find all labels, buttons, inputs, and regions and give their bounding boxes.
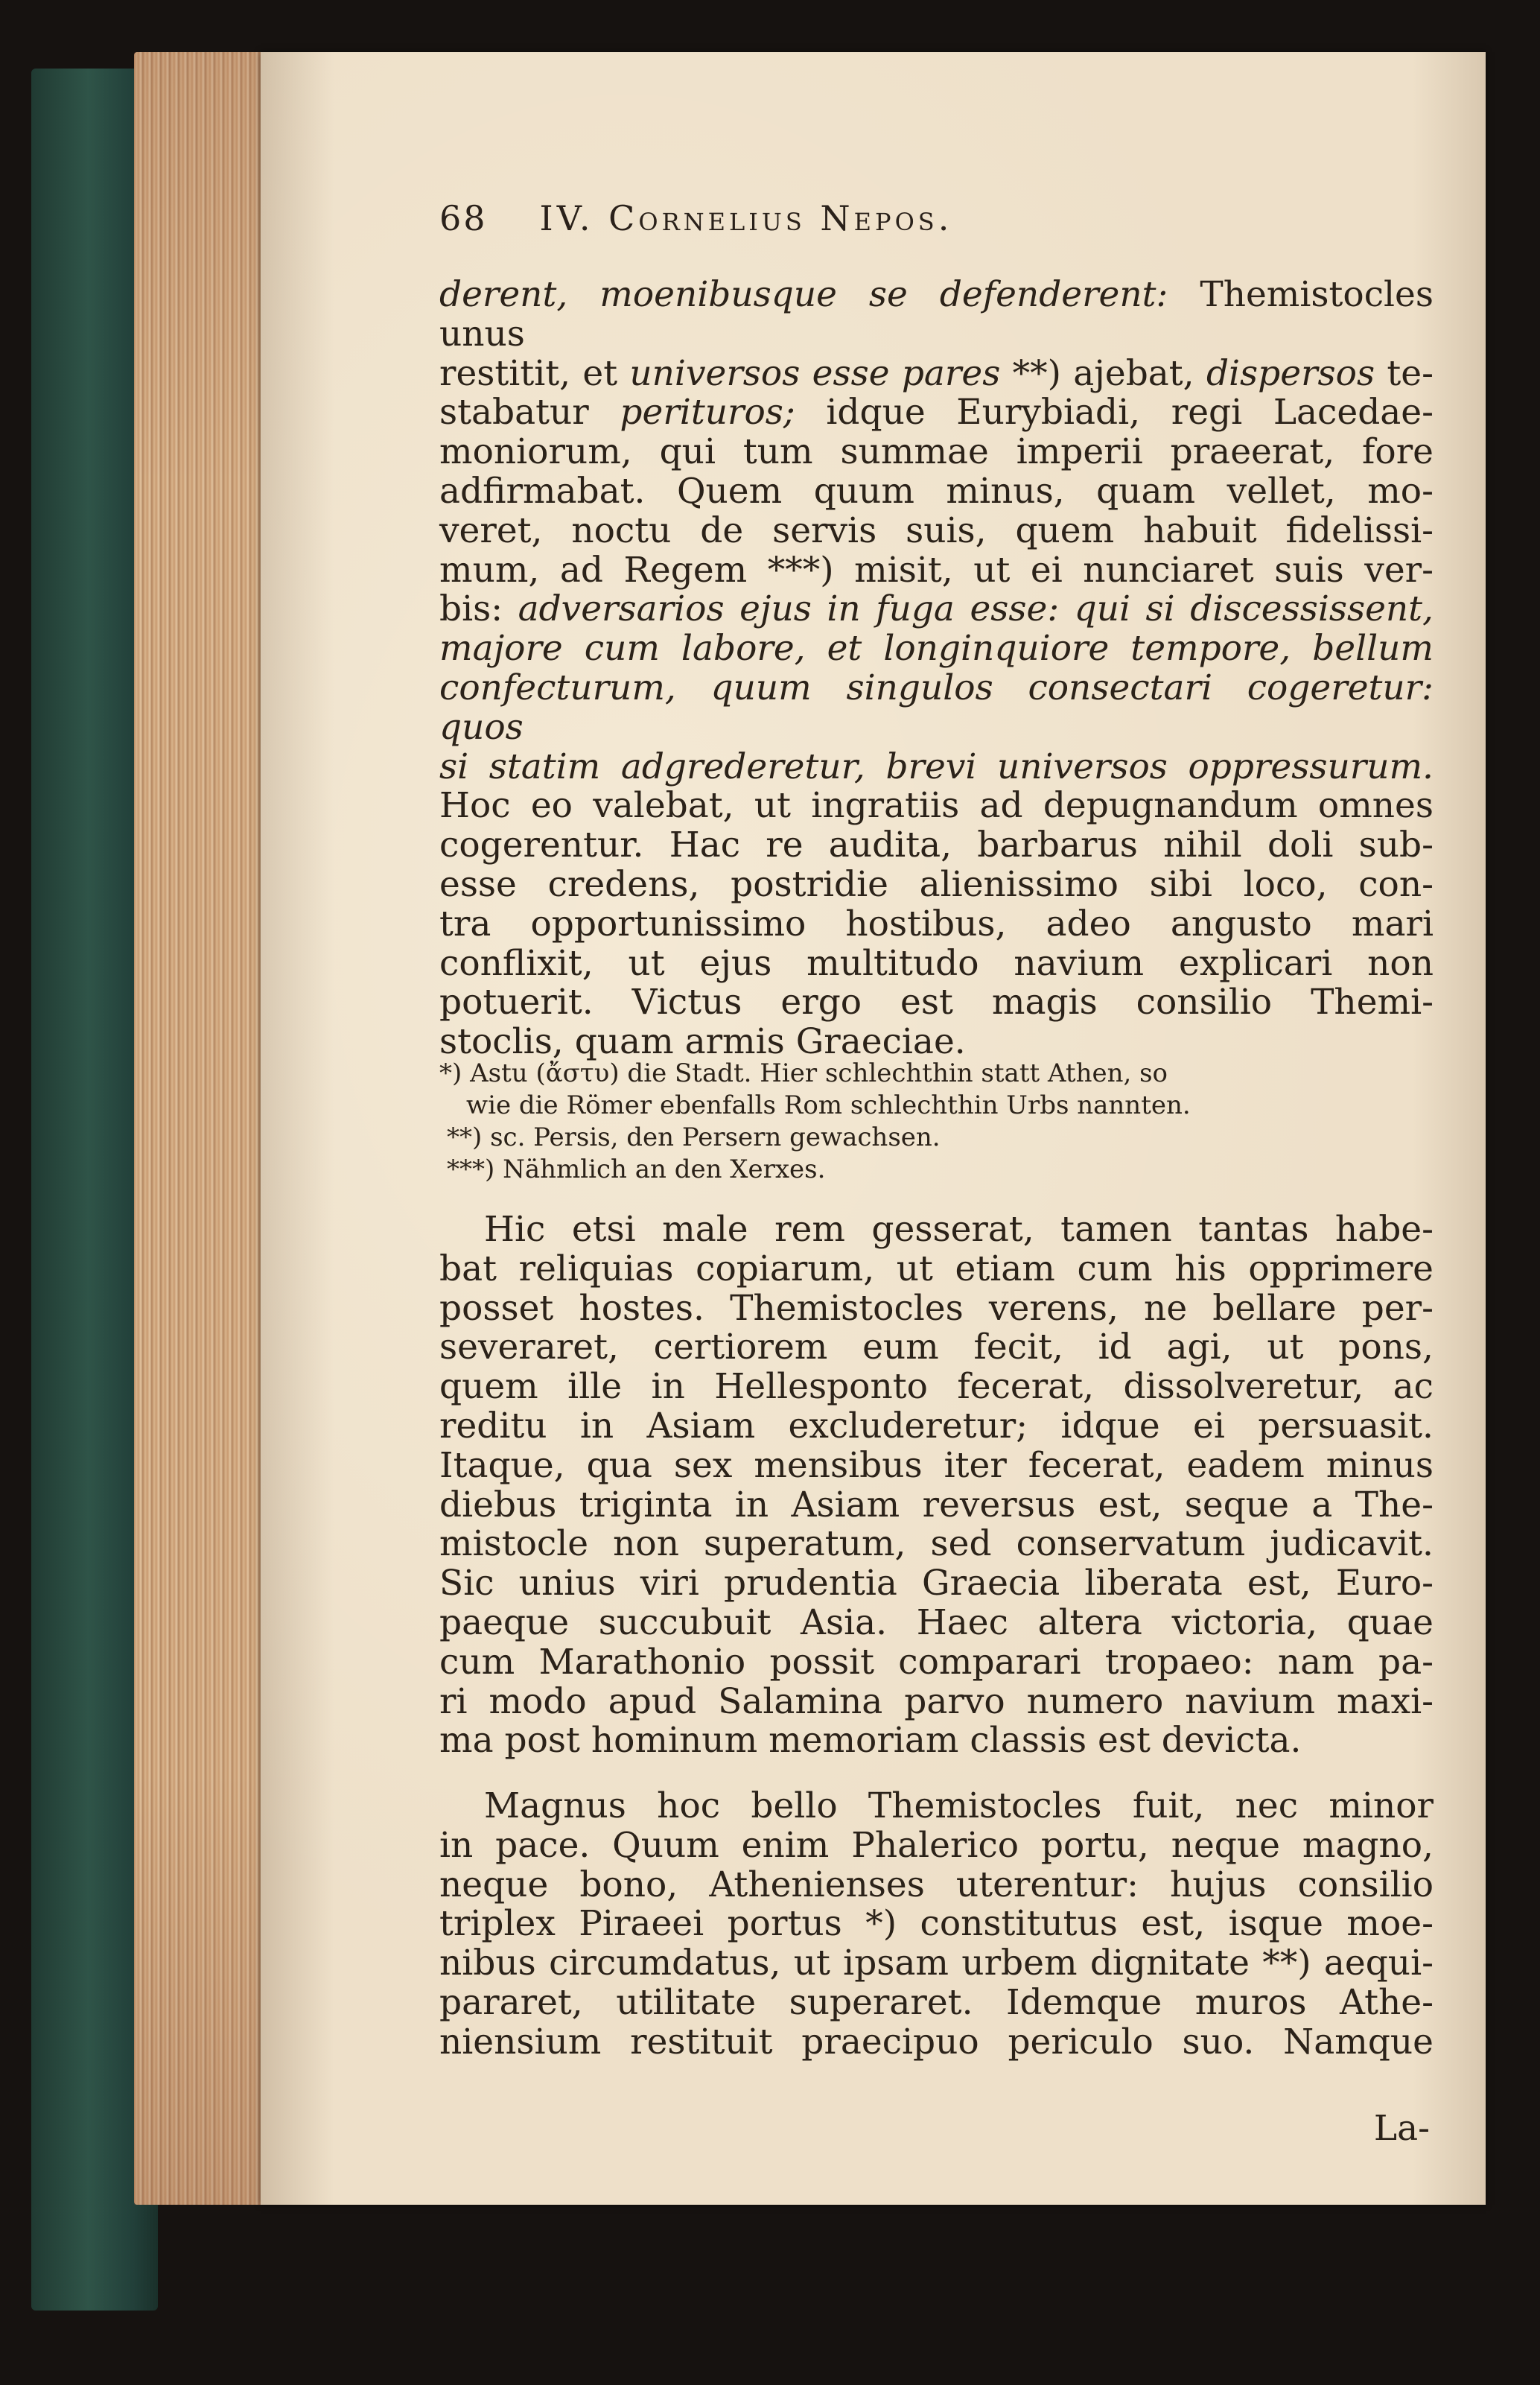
text-line: derent, moenibusque se defenderent: Themistocles unus <box>439 274 1434 355</box>
text-line: majore cum labore, et longinquiore tempore, bellum <box>439 628 1434 670</box>
text-line: stabatur perituros; idque Eurybiadi, regi Lacedae- <box>439 392 1434 434</box>
paragraph-continued <box>439 276 1434 1062</box>
footnote: *) Astu (ἄστυ) die Stadt. Hier schlechthin statt Athen, so <box>439 1058 1168 1088</box>
text-line: veret, noctu de servis suis, quem habuit fidelissi- <box>439 509 1434 551</box>
text-line: diebus triginta in Asiam reversus est, seque a The- <box>439 1484 1434 1525</box>
text-line: niensium restituit praecipuo periculo suo. Namque <box>439 2021 1434 2062</box>
text-line: Magnus hoc bello Themistocles fuit, nec minor <box>484 1785 1434 1826</box>
text-line: tra opportunissimo hostibus, adeo angusto mari <box>439 903 1434 944</box>
text-line: ri modo apud Salamina parvo numero navium maxi- <box>439 1680 1434 1722</box>
footnote-continuation: wie die Römer ebenfalls Rom schlechthin Urbs nannten. <box>466 1090 1191 1120</box>
text-line: stoclis, quam armis Graeciae. <box>439 1021 966 1063</box>
text-line: potuerit. Victus ergo est magis consilio Themi- <box>439 982 1434 1023</box>
text-line: Hoc eo valebat, ut ingratiis ad depugnandum omnes <box>439 785 1434 827</box>
text-line: Hic etsi male rem gesserat, tamen tantas habe- <box>484 1209 1434 1250</box>
text-line: cum Marathonio possit comparari tropaeo: nam pa- <box>439 1641 1434 1683</box>
text-line: restitit, et universos esse pares **) ajebat, dispersos te- <box>439 352 1434 394</box>
text-line: mum, ad Regem ***) misit, ut ei nunciaret suis ver- <box>439 549 1434 591</box>
text-line: bis: adversarios ejus in fuga esse: qui si discessissent, <box>439 588 1434 630</box>
text-line: Sic unius viri prudentia Graecia liberata est, Euro- <box>439 1563 1434 1604</box>
text-line: nibus circumdatus, ut ipsam urbem dignitate **) aequi- <box>439 1943 1434 1984</box>
running-title: IV. Cornelius Nepos. <box>539 198 953 238</box>
text-line: Itaque, qua sex mensibus iter fecerat, eadem minus <box>439 1444 1434 1486</box>
text-line: si statim adgrederetur, brevi universos oppressurum. <box>439 746 1434 787</box>
text-line: severaret, certiorem eum fecit, id agi, ut pons, <box>439 1327 1434 1368</box>
footnote: **) sc. Persis, den Persern gewachsen. <box>447 1122 941 1152</box>
paragraph <box>439 1787 1434 2062</box>
text-line: neque bono, Athenienses uterentur: hujus consilio <box>439 1864 1434 1905</box>
page-edges <box>134 52 264 2205</box>
text-line: mistocle non superatum, sed conservatum judicavit. <box>439 1523 1434 1565</box>
text-line: confecturum, quum singulos consectari cogeretur: quos <box>439 667 1434 748</box>
text-line: reditu in Asiam excluderetur; idque ei persuasit. <box>439 1405 1434 1446</box>
text-line: in pace. Quum enim Phalerico portu, neque magno, <box>439 1824 1434 1866</box>
text-line: bat reliquias copiarum, ut etiam cum his opprimere <box>439 1248 1434 1289</box>
footnotes <box>439 1058 1434 1186</box>
catchword: La- <box>1373 2108 1430 2149</box>
text-line: conflixit, ut ejus multitudo navium explicari non <box>439 942 1434 984</box>
text-line: triplex Piraeei portus *) constitutus est, isque moe- <box>439 1903 1434 1945</box>
page-number: 68 <box>439 198 488 238</box>
text-line: ma post hominum memoriam classis est devicta. <box>439 1720 1302 1762</box>
text-line: adfirmabat. Quem quum minus, quam vellet, mo- <box>439 470 1434 512</box>
footnote: ***) Nähmlich an den Xerxes. <box>447 1155 826 1184</box>
paragraph <box>439 1210 1434 1761</box>
text-line: paeque succubuit Asia. Haec altera victoria, quae <box>439 1601 1434 1643</box>
text-line: cogerentur. Hac re audita, barbarus nihil doli sub- <box>439 825 1434 866</box>
text-line: quem ille in Hellesponto fecerat, dissolveretur, ac <box>439 1366 1434 1408</box>
text-line: posset hostes. Themistocles verens, ne bellare per- <box>439 1287 1434 1329</box>
text-line: esse credens, postridie alienissimo sibi loco, con- <box>439 863 1434 905</box>
running-header <box>439 198 1407 238</box>
text-line: moniorum, qui tum summae imperii praeerat, fore <box>439 431 1434 473</box>
book-page <box>261 52 1486 2205</box>
text-line: pararet, utilitate superaret. Idemque muros Athe- <box>439 1981 1434 2023</box>
